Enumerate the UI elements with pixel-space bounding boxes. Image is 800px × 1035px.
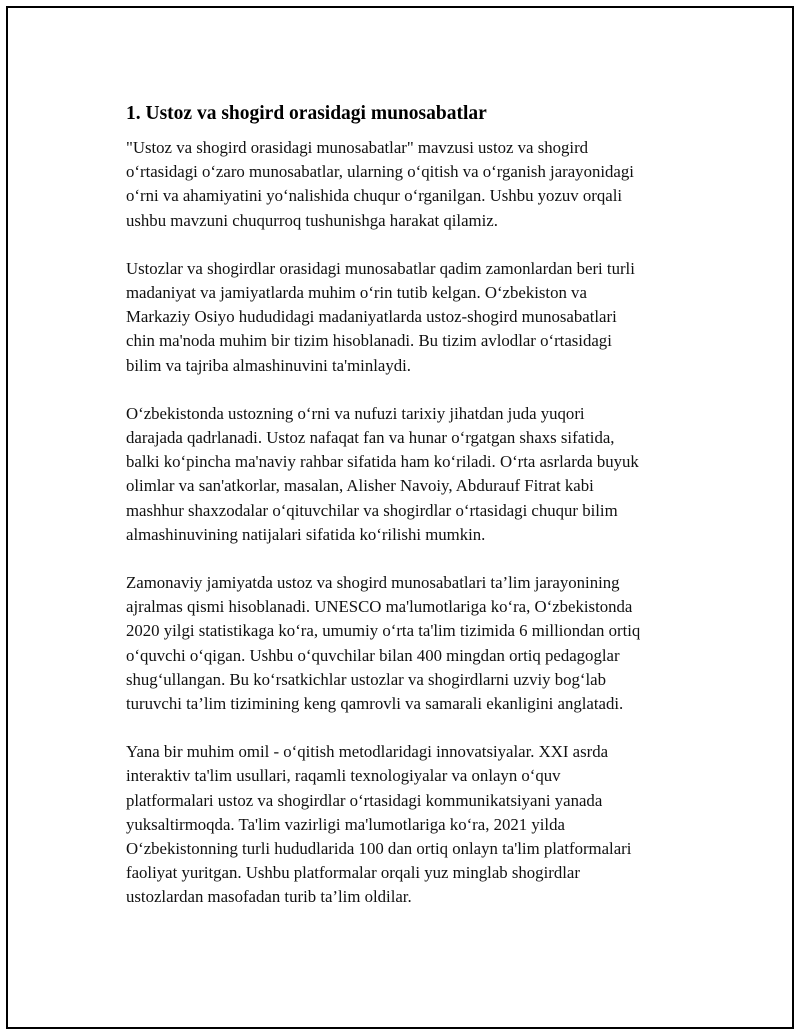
- paragraph-line: ustozlardan masofadan turib ta’lim oldilar.: [126, 887, 412, 907]
- paragraph-line: 2020 yilgi statistikaga ko‘ra, umumiy o‘rta ta'lim tizimida 6 milliondan ortiq: [126, 621, 641, 641]
- paragraph-line: ushbu mavzuni chuqurroq tushunishga harakat qilamiz.: [126, 210, 498, 230]
- paragraph-line: platformalari ustoz va shogirdlar o‘rtasidagi kommunikatsiyani yanada: [126, 790, 603, 810]
- paragraph-line: darajada qadrlanadi. Ustoz nafaqat fan va hunar o‘rgatgan shaxs sifatida,: [126, 428, 615, 448]
- paragraph-1: [126, 136, 706, 233]
- paragraph-line: balki ko‘pincha ma'naviy rahbar sifatida ham ko‘riladi. O‘rta asrlarda buyuk: [126, 452, 639, 472]
- document-content: [126, 100, 706, 934]
- paragraph-line: mashhur shaxzodalar o‘qituvchilar va shogirdlar o‘rtasidagi chuqur bilim: [126, 500, 618, 520]
- paragraph-line: faoliyat yuritgan. Ushbu platformalar orqali yuz minglab shogirdlar: [126, 863, 580, 883]
- paragraph-line: o‘rtasidagi o‘zaro munosabatlar, ularning o‘qitish va o‘rganish jarayonidagi: [126, 162, 634, 182]
- section-heading: 1. Ustoz va shogird orasidagi munosabatlar: [126, 103, 487, 124]
- paragraph-line: yuksaltirmoqda. Ta'lim vazirligi ma'lumotlariga ko‘ra, 2021 yilda: [126, 814, 565, 834]
- paragraph-line: Zamonaviy jamiyatda ustoz va shogird munosabatlari ta’lim jarayonining: [126, 573, 620, 593]
- paragraph-line: ajralmas qismi hisoblanadi. UNESCO ma'lumotlariga ko‘ra, O‘zbekistonda: [126, 597, 633, 617]
- paragraph-line: bilim va tajriba almashinuvini ta'minlaydi.: [126, 355, 411, 375]
- paragraph-2: [126, 257, 706, 378]
- paragraph-line: almashinuvining natijalari sifatida ko‘rilishi mumkin.: [126, 524, 486, 544]
- document-page: [6, 6, 794, 1029]
- paragraph-line: O‘zbekistonda ustozning o‘rni va nufuzi tarixiy jihatdan juda yuqori: [126, 403, 585, 423]
- paragraph-line: o‘quvchi o‘qigan. Ushbu o‘quvchilar bilan 400 mingdan ortiq pedagoglar: [126, 645, 620, 665]
- paragraph-4: [126, 571, 706, 716]
- paragraph-line: Ustozlar va shogirdlar orasidagi munosabatlar qadim zamonlardan beri turli: [126, 258, 635, 278]
- paragraph-line: olimlar va san'atkorlar, masalan, Alisher Navoiy, Abdurauf Fitrat kabi: [126, 476, 594, 496]
- paragraph-5: [126, 740, 706, 909]
- paragraph-line: madaniyat va jamiyatlarda muhim o‘rin tutib kelgan. O‘zbekiston va: [126, 283, 587, 303]
- paragraph-line: o‘rni va ahamiyatini yo‘nalishida chuqur o‘rganilgan. Ushbu yozuv orqali: [126, 186, 623, 206]
- paragraph-line: "Ustoz va shogird orasidagi munosabatlar" mavzusi ustoz va shogird: [126, 138, 589, 157]
- paragraph-line: shug‘ullangan. Bu ko‘rsatkichlar ustozlar va shogirdlarni uzviy bog‘lab: [126, 669, 607, 689]
- paragraph-line: turuvchi ta’lim tizimining keng qamrovli va samarali ekanligini anglatadi.: [126, 694, 624, 714]
- paragraph-line: interaktiv ta'lim usullari, raqamli texnologiyalar va onlayn o‘quv: [126, 766, 561, 786]
- paragraph-line: chin ma'noda muhim bir tizim hisoblanadi. Bu tizim avlodlar o‘rtasidagi: [126, 331, 612, 351]
- paragraph-line: O‘zbekistonning turli hududlarida 100 dan ortiq onlayn ta'lim platformalari: [126, 839, 632, 859]
- paragraph-line: Yana bir muhim omil - o‘qitish metodlaridagi innovatsiyalar. XXI asrda: [126, 742, 609, 762]
- paragraph-line: Markaziy Osiyo hududidagi madaniyatlarda ustoz-shogird munosabatlari: [126, 307, 617, 327]
- paragraph-3: [126, 402, 706, 547]
